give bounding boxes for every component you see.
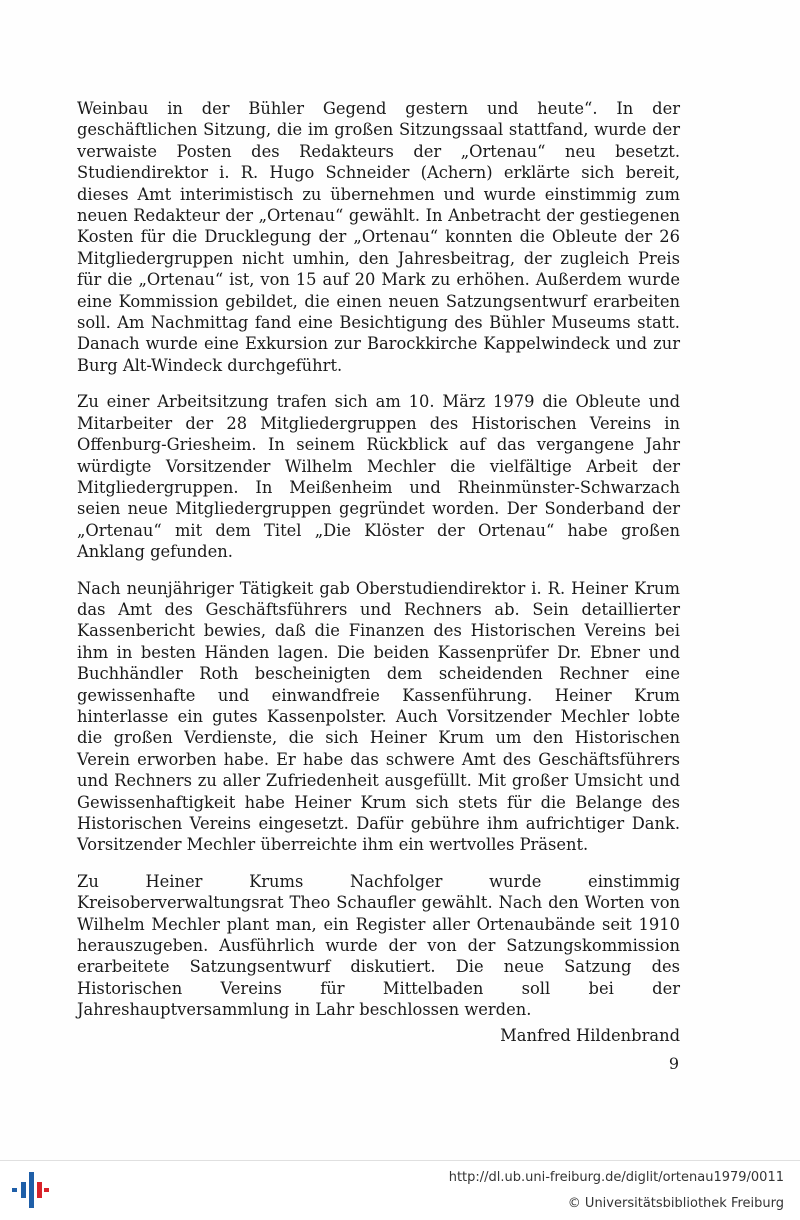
paragraph-3: Nach neunjähriger Tätigkeit gab Oberstudiendirektor i. R. Heiner Krum das Amt des Geschäftsführers und Rechners ab. Sein detaillierter Kassenbericht bewies, daß die Finanzen des Historischen Vereins bei ihm in besten Händen lagen. Die beiden Kassenprüfer Dr. Ebner und Buchhändler Roth bescheinigten dem scheidenden Rechner eine gewissenhafte und einwandfreie Kassenführung. Heiner Krum hinterlasse ein gutes Kassenpolster. Auch Vorsitzender Mechler lobte die großen Verdienste, die sich Heiner Krum um den Historischen Verein erworben habe. Er habe das schwere Amt des Geschäftsführers und Rechners zu aller Zufriedenheit ausgefüllt. Mit großer Umsicht und Gewissenhaftigkeit habe Heiner Krum sich stets für die Belange des Historischen Vereins eingesetzt. Dafür gebühre ihm aufrichtiger Dank. Vorsitzender Mechler überreichte ihm ein wertvolles Präsent. [77, 578, 680, 855]
ub-freiburg-logo-icon [10, 1170, 50, 1210]
paragraph-2: Zu einer Arbeitsitzung trafen sich am 10. März 1979 die Obleute und Mitarbeiter der 28 Mitgliedergruppen des Historischen Vereins in Offenburg-Griesheim. In seinem Rückblick auf das vergangene Jahr würdigte Vorsitzender Wilhelm Mechler die vielfältige Arbeit der Mitgliedergruppen. In Meißenheim und Rheinmünster-Schwarzach seien neue Mitgliedergruppen gegründet worden. Der Sonderband der „Ortenau“ mit dem Titel „Die Klöster der Ortenau“ habe großen Anklang gefunden. [77, 392, 680, 562]
copyright-notice: © Universitätsbibliothek Freiburg [567, 1196, 784, 1211]
document-body [77, 98, 680, 1046]
paragraph-4: Zu Heiner Krums Nachfolger wurde einstimmig Kreisoberverwaltungsrat Theo Schaufler gewählt. Nach den Worten von Wilhelm Mechler plant man, ein Register aller Ortenaubände seit 1910 herauszugeben. Ausführlich wurde der von der Satzungskommission erarbeitete Satzungsentwurf diskutiert. Die neue Satzung des Historischen Vereins für Mittelbaden soll bei der Jahreshauptversammlung in Lahr beschlossen werden. [77, 871, 680, 1020]
source-url-link[interactable]: http://dl.ub.uni-freiburg.de/diglit/ortenau1979/0011 [448, 1170, 784, 1185]
paragraph-1: Weinbau in der Bühler Gegend gestern und heute“. In der geschäftlichen Sitzung, die im großen Sitzungssaal stattfand, wurde der verwaiste Posten des Redakteurs der „Ortenau“ neu besetzt. Studiendirektor i. R. Hugo Schneider (Achern) erklärte sich bereit, dieses Amt interimistisch zu übernehmen und wurde einstimmig zum neuen Redakteur der „Ortenau“ gewählt. In Anbetracht der gestiegenen Kosten für die Drucklegung der „Ortenau“ konnten die Obleute der 26 Mitgliedergruppen nicht umhin, den Jahresbeitrag, der zugleich Preis für die „Ortenau“ ist, von 15 auf 20 Mark zu erhöhen. Außerdem wurde eine Kommission gebildet, die einen neuen Satzungsentwurf erarbeiten soll. Am Nachmittag fand eine Besichtigung des Bühler Museums statt. Danach wurde eine Exkursion zur Barockkirche Kappelwindeck und zur Burg Alt-Windeck durchgeführt. [77, 99, 680, 375]
footer-divider [0, 1160, 800, 1161]
footer [0, 1160, 800, 1220]
page-number: 9 [668, 1054, 679, 1073]
author-signature: Manfred Hildenbrand [500, 1025, 680, 1045]
